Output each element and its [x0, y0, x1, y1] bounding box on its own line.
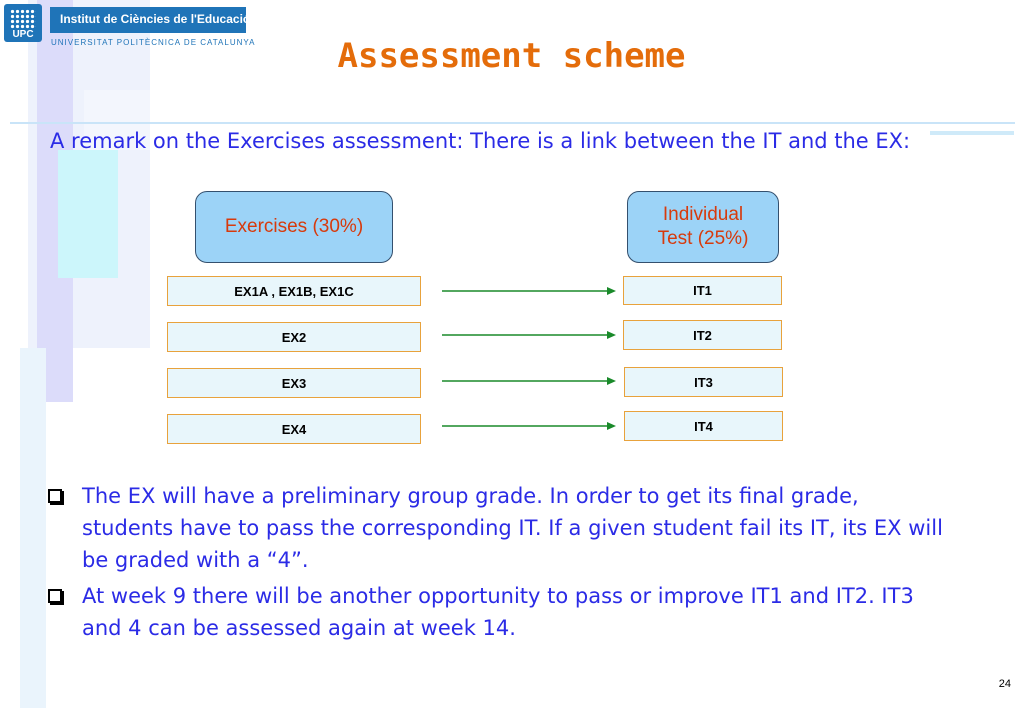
exercise-box [167, 414, 421, 444]
exercises-header [195, 191, 393, 263]
checkbox-bullet-icon [48, 489, 62, 503]
test-box [623, 276, 782, 305]
intro-text: A remark on the Exercises assessment: There is a link between the IT and the EX: [50, 129, 911, 153]
test-box [624, 367, 783, 397]
logo-bar [50, 7, 251, 33]
test-label: IT3 [694, 374, 713, 390]
exercise-label: EX3 [281, 375, 307, 391]
page-number: 24 [998, 678, 1011, 690]
exercise-box [167, 368, 421, 398]
test-label: IT4 [694, 418, 713, 434]
exercise-box [167, 276, 421, 306]
exercise-label: EX1A , EX1B, EX1C [234, 283, 354, 299]
individual-test-header [627, 191, 779, 263]
slide-title: Assessment scheme [337, 36, 686, 76]
individual-test-header-label: Individual Test (25%) [657, 204, 749, 249]
link-arrow [440, 328, 620, 342]
test-box [624, 411, 783, 441]
institute-name: Institut de Ciències de l'Educació [60, 12, 251, 26]
test-label: IT2 [693, 327, 712, 343]
bullet-list [48, 480, 948, 648]
university-name: UNIVERSITAT POLITÈCNICA DE CATALUNYA [51, 38, 256, 47]
checkbox-bullet-icon [48, 589, 62, 603]
background-decoration [20, 348, 46, 708]
exercise-box [167, 322, 421, 352]
bullet-text: The EX will have a preliminary group grade. In order to get its final grade, students have to pass the corresponding IT. If a given student fail its IT, its EX will be graded with a “4”. [82, 484, 943, 572]
link-arrow [440, 284, 620, 298]
background-decoration [58, 150, 118, 278]
exercise-label: EX2 [281, 329, 307, 345]
list-item [48, 580, 948, 644]
logo-mark-text: UPC [12, 29, 34, 40]
list-item [48, 480, 948, 576]
test-box [623, 320, 782, 350]
exercise-label: EX4 [281, 421, 307, 437]
link-arrow [440, 419, 620, 433]
link-arrow [440, 374, 620, 388]
exercises-header-label: Exercises (30%) [224, 216, 364, 237]
bullet-text: At week 9 there will be another opportunity to pass or improve IT1 and IT2. IT3 and 4 can be assessed again at week 14. [82, 584, 914, 640]
divider [10, 122, 1015, 124]
test-label: IT1 [693, 283, 712, 298]
